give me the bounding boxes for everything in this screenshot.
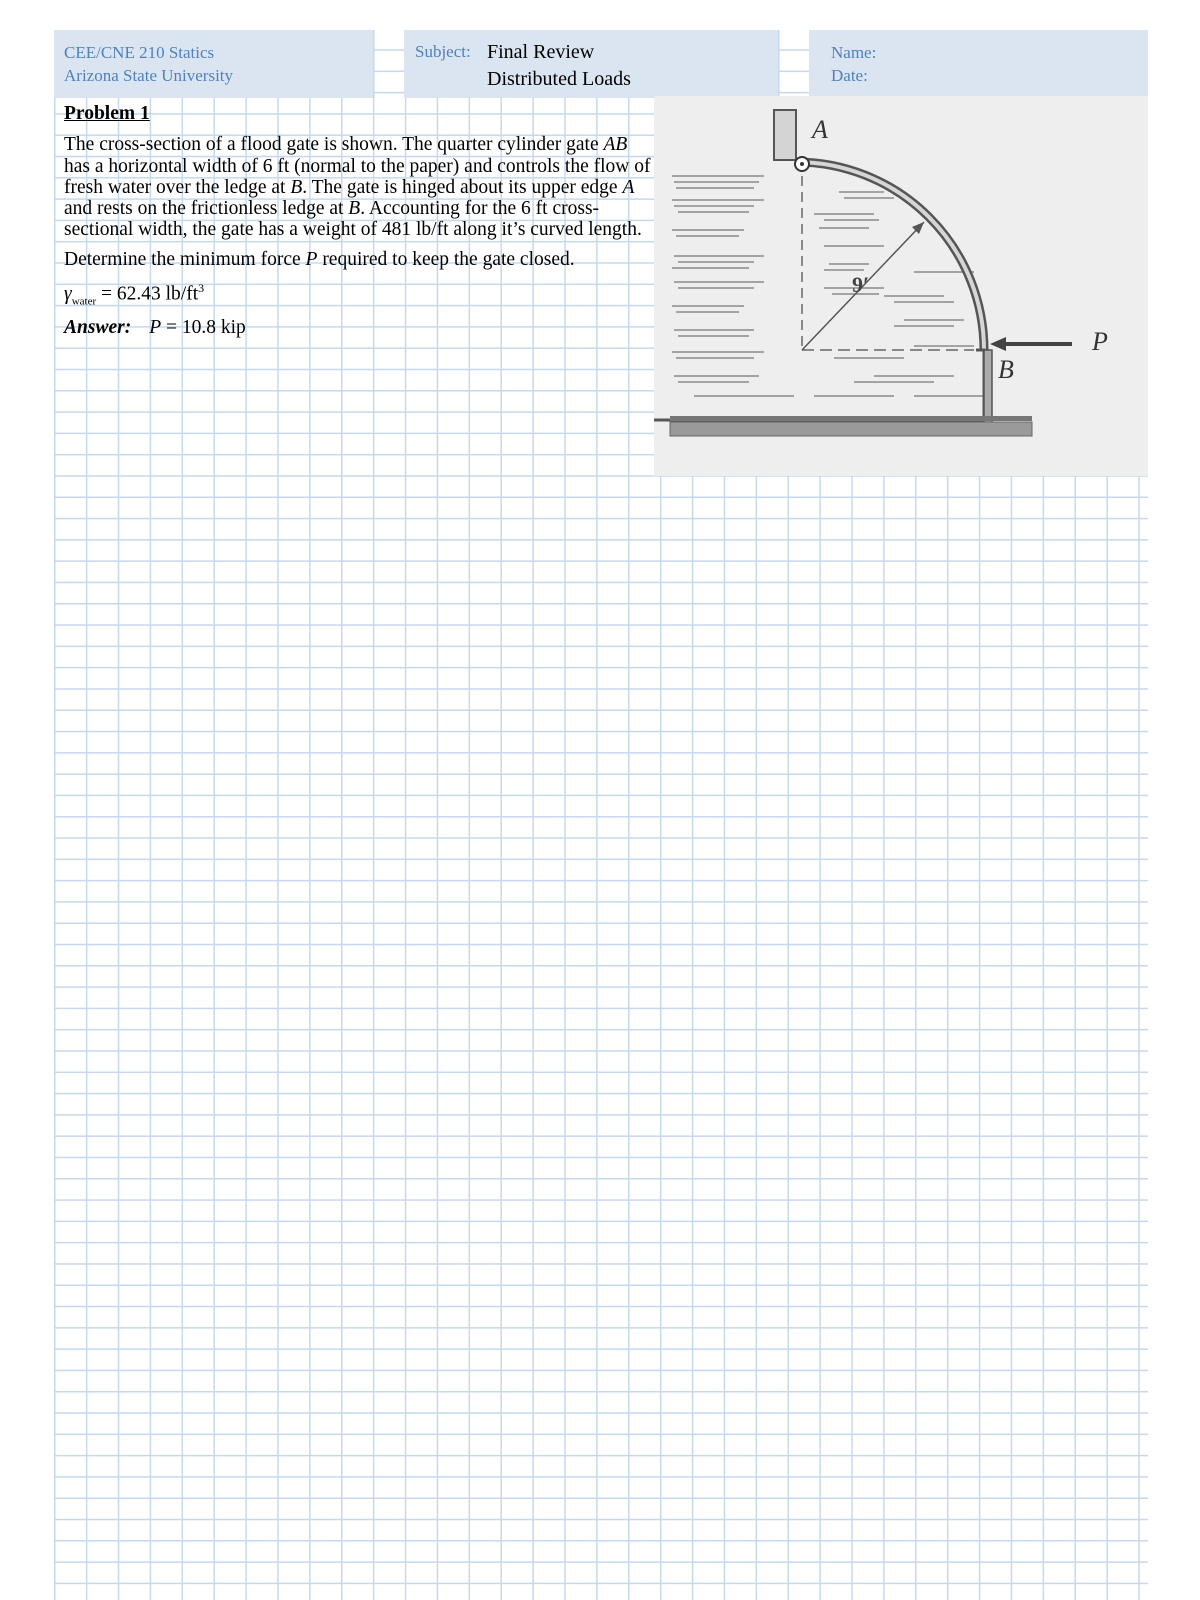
university-name: Arizona State University — [64, 66, 234, 85]
var-b: B — [348, 198, 361, 220]
date-label: Date: — [831, 66, 868, 85]
label-b: B — [998, 355, 1014, 384]
var-p: P — [149, 316, 162, 338]
problem-question: Determine the minimum force P required to keep the gate closed. — [64, 248, 575, 270]
label-p: P — [1092, 327, 1108, 356]
var-ab: AB — [603, 134, 628, 156]
ground-slab — [670, 422, 1032, 436]
ground-line — [670, 416, 1032, 421]
subject-line-2: Distributed Loads — [487, 68, 631, 90]
radius-label: 9′ — [852, 272, 870, 297]
subject-label: Subject: — [415, 42, 471, 61]
gamma-symbol: γ — [64, 283, 72, 305]
problem-text — [64, 103, 654, 346]
problem-description: The cross-section of a flood gate is shown. The quarter cylinder gate AB has a horizontal width of 6 ft (normal to the paper) and controls the flow of fresh water over the ledge at B. The gate is hinged about its upper edge A and rests on the frictionless ledge at B. Accounting for the 6 ft cross-sectional width, the gate has a weight of 481 lb/ft along it’s curved length. — [64, 134, 651, 241]
worksheet — [54, 30, 1148, 1600]
answer-value: = 10.8 kip — [161, 316, 246, 338]
var-b: B — [290, 176, 303, 198]
subject-line-1: Final Review — [487, 41, 595, 63]
problem-title: Problem 1 — [64, 103, 150, 124]
name-date-block — [831, 41, 876, 87]
answer-line — [64, 317, 654, 338]
header-gap — [778, 30, 809, 98]
specific-weight: $\gamma_{water} = 62.43$ $lb/ft^3$ — [64, 281, 205, 308]
header-gap — [373, 30, 404, 98]
header-bar — [54, 30, 1148, 98]
var-a: A — [622, 176, 635, 198]
flood-gate-figure — [654, 96, 1148, 476]
subject-value — [487, 39, 631, 93]
course-code: CEE/CNE 210 Statics — [64, 43, 215, 62]
name-label: Name: — [831, 43, 877, 62]
flood-gate-diagram — [654, 96, 1148, 476]
label-a: A — [812, 115, 828, 144]
course-info — [64, 41, 233, 87]
wall-post — [774, 110, 796, 160]
var-p: P — [305, 248, 318, 270]
answer-label: Answer: — [64, 316, 132, 338]
